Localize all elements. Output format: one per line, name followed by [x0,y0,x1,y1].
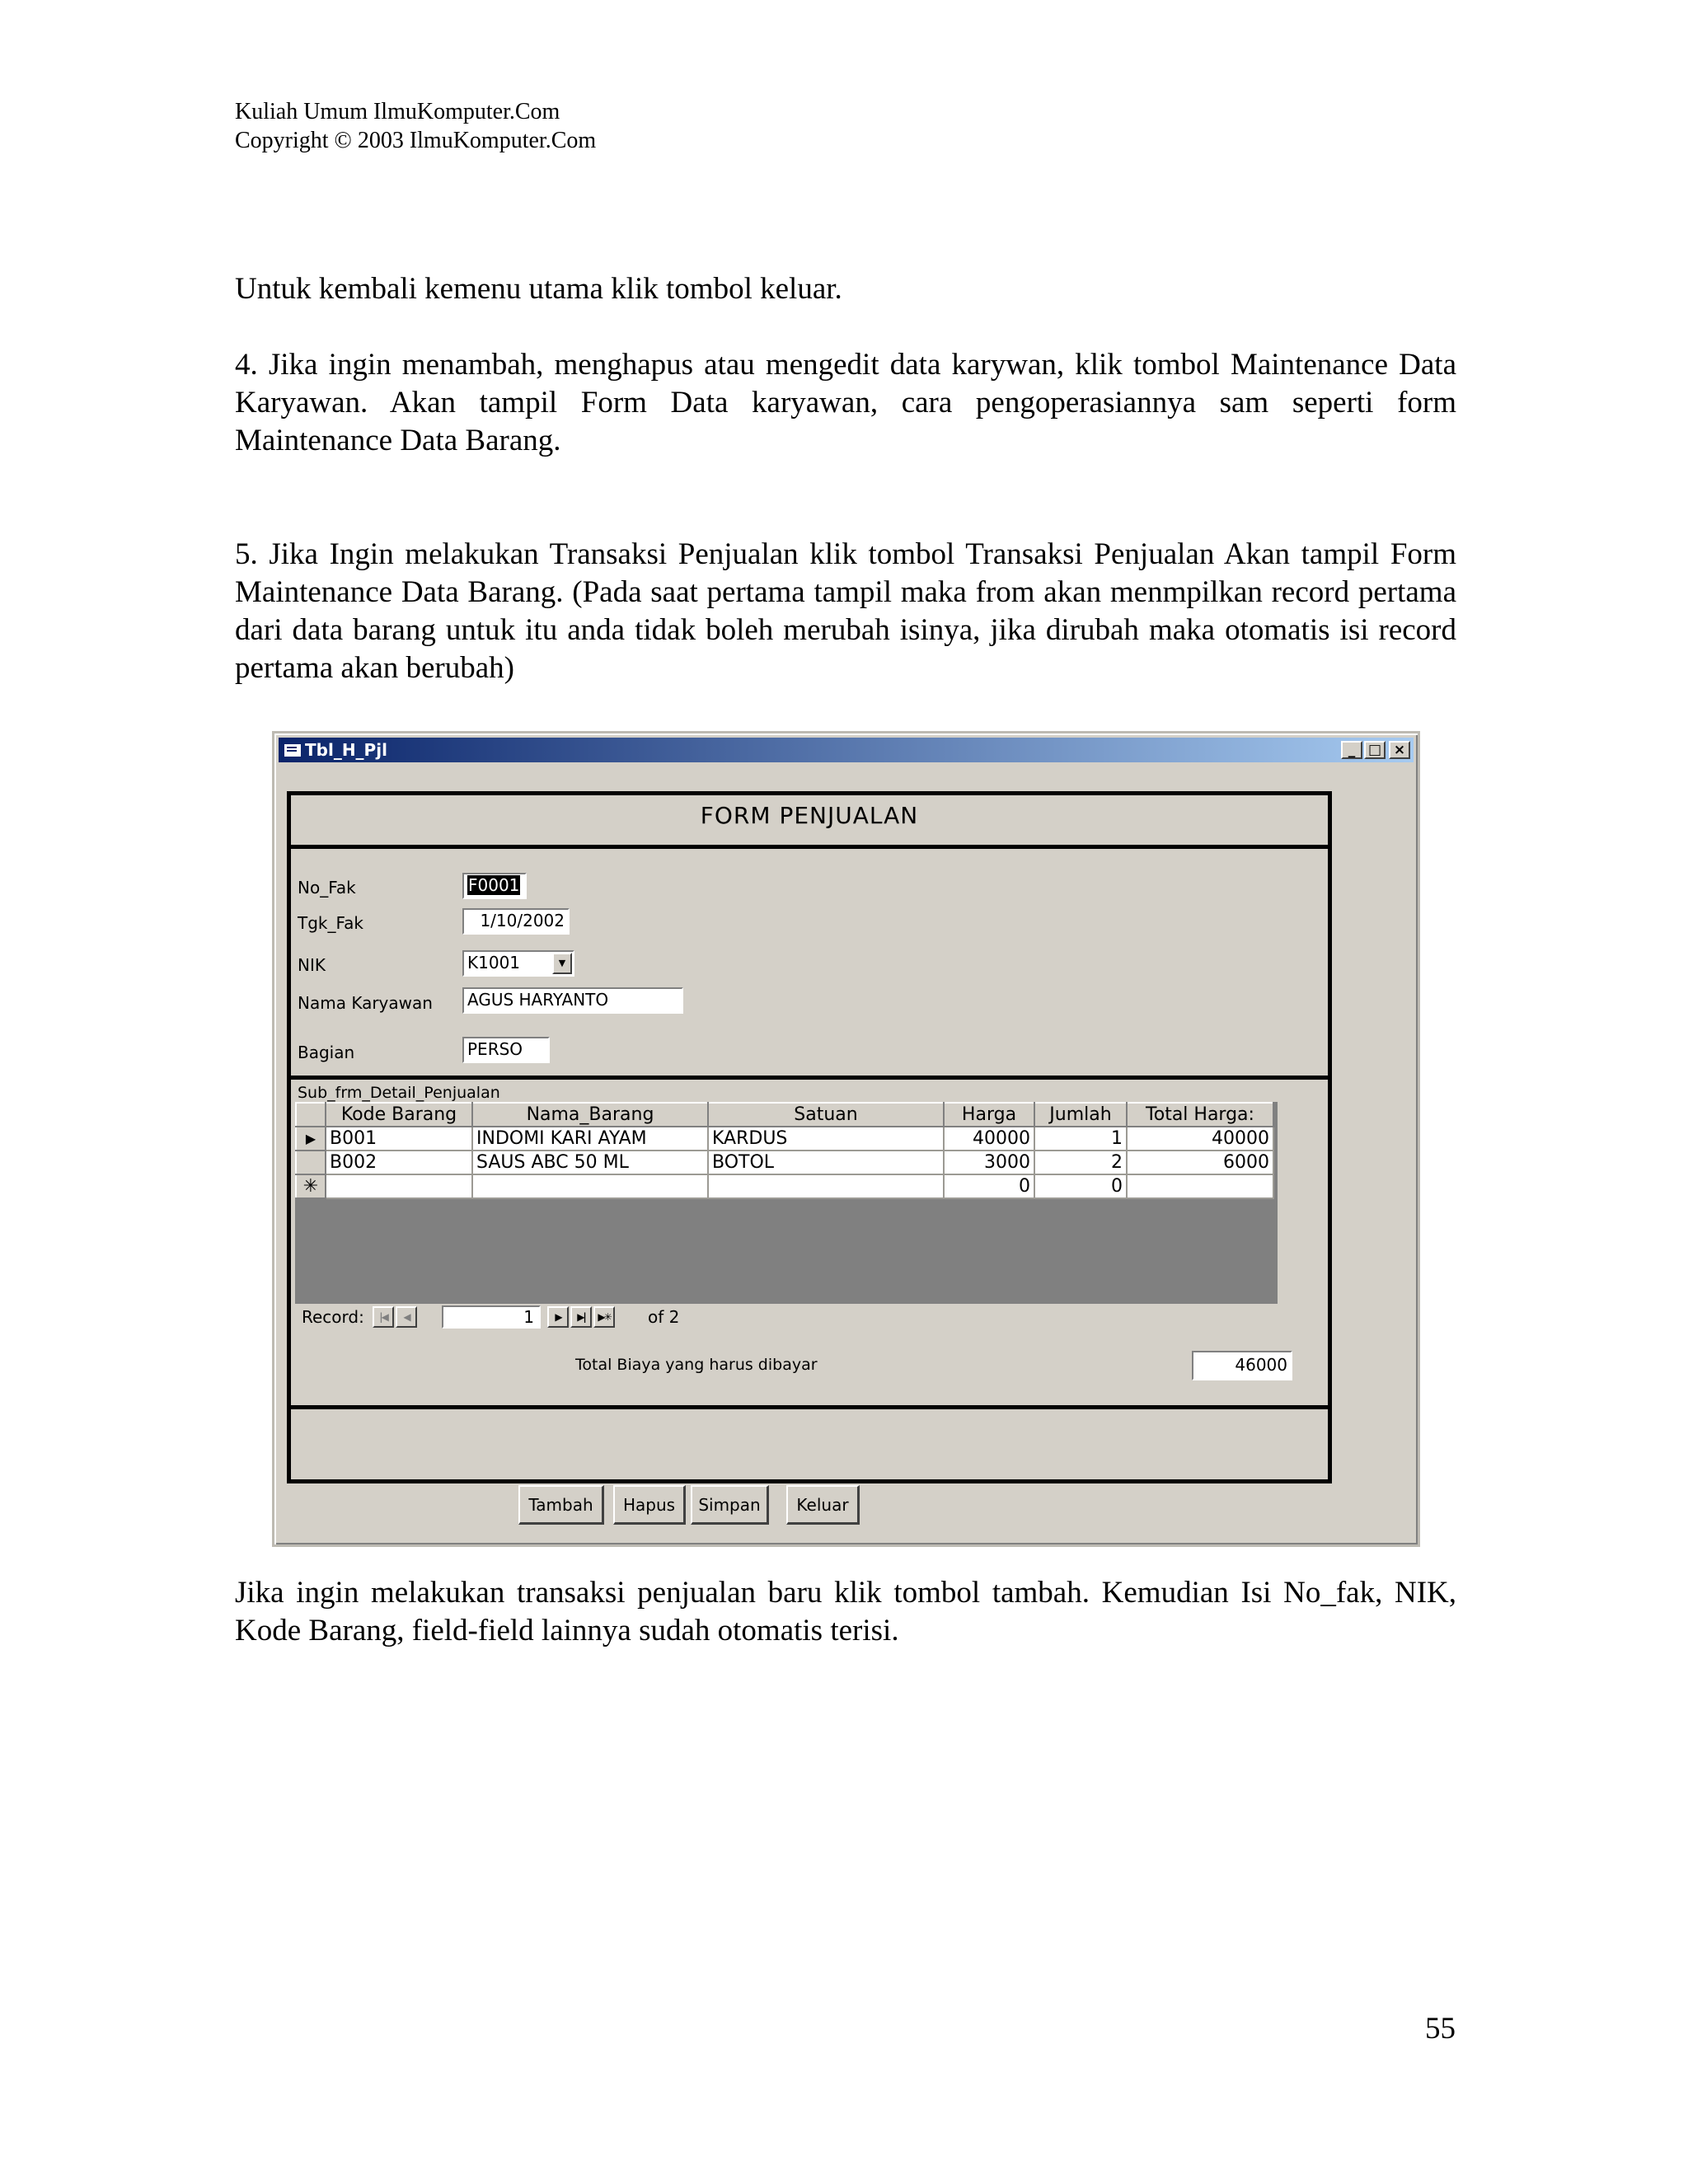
cell-kode-barang[interactable] [326,1174,472,1198]
cell-jumlah[interactable]: 1 [1034,1127,1127,1151]
current-record-icon[interactable]: ▶ [296,1127,326,1151]
column-header-harga[interactable]: Harga [944,1103,1034,1127]
column-header-jumlah[interactable]: Jumlah [1034,1103,1127,1127]
vertical-scrollbar[interactable] [1278,1102,1317,1304]
form-title: FORM PENJUALAN [700,802,919,829]
cell-jumlah[interactable]: 0 [1034,1174,1127,1198]
maximize-button[interactable]: □ [1364,741,1386,759]
tgl-fak-input[interactable]: 1/10/2002 [462,908,570,935]
nik-combobox[interactable] [462,950,574,977]
cell-kode-barang[interactable]: B002 [326,1151,472,1174]
new-record-row[interactable] [296,1174,1273,1198]
nama-karyawan-label: Nama Karyawan [298,993,433,1013]
prev-record-icon[interactable]: ◀ [396,1306,417,1328]
window-titlebar[interactable] [279,738,1414,762]
form-body [287,791,1332,1483]
column-header-nama-barang[interactable]: Nama_Barang [472,1103,708,1127]
page-number: 55 [1425,2012,1456,2046]
header-divider [291,845,1328,849]
tgl-fak-label: Tgk_Fak [298,913,363,933]
total-biaya-field[interactable]: 46000 [1192,1351,1292,1380]
table-row[interactable] [296,1127,1273,1151]
new-record-icon[interactable]: ✳ [296,1174,326,1198]
cell-total-harga[interactable] [1127,1174,1273,1198]
no-fak-label: No_Fak [298,878,356,898]
cell-total-harga[interactable]: 40000 [1127,1127,1273,1151]
record-label: Record: [302,1307,364,1327]
close-button[interactable]: × [1389,741,1410,759]
column-header-satuan[interactable]: Satuan [708,1103,944,1127]
bagian-label: Bagian [298,1043,355,1062]
nama-karyawan-input[interactable]: AGUS HARYANTO [462,987,683,1014]
cell-satuan[interactable] [708,1174,944,1198]
window-title: Tbl_H_Pjl [305,740,387,760]
hapus-button[interactable]: Hapus [613,1485,686,1525]
cell-kode-barang[interactable]: B001 [326,1127,472,1151]
cell-harga[interactable]: 3000 [944,1151,1034,1174]
bagian-input[interactable]: PERSO [462,1037,550,1063]
paragraph-3: 5. Jika Ingin melakukan Transaksi Penjualan klik tombol Transaksi Penjualan Akan tampil Form Maintenance Data Barang. (Pada saat pertama tampil maka from akan menmpilkan record pertama dari data barang untuk itu anda tidak boleh merubah isinya, jika dirubah maka otomatis isi record pertama akan berubah) [235,537,1456,685]
cell-total-harga[interactable]: 6000 [1127,1151,1273,1174]
paragraph-2: 4. Jika ingin menambah, menghapus atau mengedit data karywan, klik tombol Maintenance Data Karyawan. Akan tampil Form Data karyawan, cara pengoperasiannya sam seperti form Maintenance Data Barang. [235,348,1456,457]
total-biaya-label: Total Biaya yang harus dibayar [575,1356,818,1374]
chevron-down-icon[interactable]: ▼ [552,953,572,974]
page-header [235,97,596,155]
last-record-icon[interactable]: ▶| [570,1306,592,1328]
cell-nama-barang[interactable]: SAUS ABC 50 ML [472,1151,708,1174]
nik-label: NIK [298,955,326,975]
minimize-button[interactable]: _ [1341,741,1362,759]
cell-nama-barang[interactable] [472,1174,708,1198]
footer-divider [291,1405,1328,1409]
subform-label: Sub_frm_Detail_Penjualan [298,1084,500,1102]
row-selector-header[interactable] [296,1103,326,1127]
tambah-button[interactable]: Tambah [518,1485,604,1525]
access-form-window [272,731,1420,1547]
first-record-icon[interactable]: |◀ [373,1306,394,1328]
cell-harga[interactable]: 40000 [944,1127,1034,1151]
new-record-nav-icon[interactable]: ▶✳ [593,1306,615,1328]
nik-value: K1001 [467,953,521,972]
detail-table [295,1102,1274,1199]
next-record-icon[interactable]: ▶ [547,1306,569,1328]
form-icon [284,743,302,757]
cell-jumlah[interactable]: 2 [1034,1151,1127,1174]
header-line-1: Kuliah Umum IlmuKomputer.Com [235,99,560,124]
detail-divider [291,1076,1328,1080]
record-count: of 2 [648,1307,680,1327]
table-row[interactable] [296,1151,1273,1174]
no-fak-input[interactable]: F0001 [462,873,527,899]
keluar-button[interactable]: Keluar [786,1485,860,1525]
detail-datasheet [295,1102,1317,1304]
column-header-total-harga[interactable]: Total Harga: [1127,1103,1273,1127]
record-number-input[interactable]: 1 [442,1305,541,1329]
header-line-2: Copyright © 2003 IlmuKomputer.Com [235,128,597,153]
cell-satuan[interactable]: BOTOL [708,1151,944,1174]
cell-harga[interactable]: 0 [944,1174,1034,1198]
paragraph-1: Untuk kembali kemenu utama klik tombol keluar. [235,272,842,306]
paragraph-4: Jika ingin melakukan transaksi penjualan baru klik tombol tambah. Kemudian Isi No_fak, NIK, Kode Barang, field-field lainnya sudah otomatis terisi. [235,1576,1456,1647]
column-header-kode-barang[interactable]: Kode Barang [326,1103,472,1127]
cell-satuan[interactable]: KARDUS [708,1127,944,1151]
simpan-button[interactable]: Simpan [691,1485,769,1525]
row-selector[interactable] [296,1151,326,1174]
cell-nama-barang[interactable]: INDOMI KARI AYAM [472,1127,708,1151]
table-header-row [296,1103,1273,1127]
record-navigator [295,1304,1317,1330]
